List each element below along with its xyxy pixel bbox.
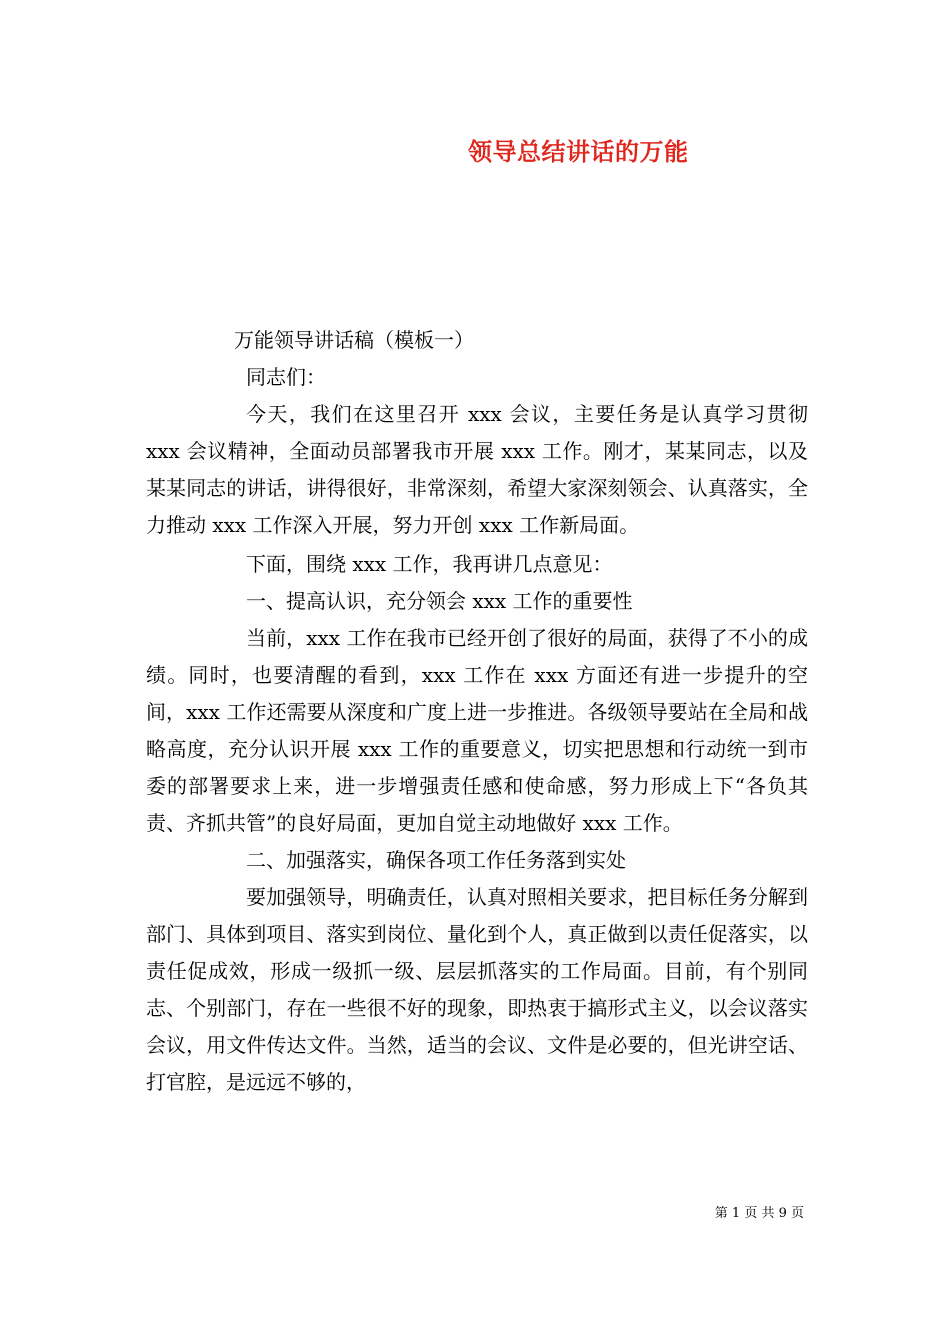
document-subtitle: 万能领导讲话稿（模板一）: [234, 328, 474, 352]
page-number-footer: 第 1 页 共 9 页: [714, 1206, 804, 1221]
paragraph-opening: 今天，我们在这里召开 xxx 会议，主要任务是认真学习贯彻 xxx 会议精神，全面动员部署我市开展 xxx 工作。刚才，某某同志，以及某某同志的讲话，讲得很好，非常深刻，希望大家深刻领会、认真落实，全力推动 xxx 工作深入开展，努力开创 xxx 工作新局面。: [146, 402, 808, 537]
page-title: 领导总结讲话的万能: [468, 137, 689, 166]
salutation: 同志们：: [246, 365, 326, 389]
section-heading-2: 二、加强落实，确保各项工作任务落到实处: [246, 848, 626, 872]
paragraph-section-1: 当前，xxx 工作在我市已经开创了很好的局面，获得了不小的成绩。同时，也要清醒的看到，xxx 工作在 xxx 方面还有进一步提升的空间，xxx 工作还需要从深度和广度上进一步推进。各级领导要站在全局和战略高度，充分认识开展 xxx 工作的重要意义，切实把思想和行动统一到市委的部署要求上来，进一步增强责任感和使命感，努力形成上下“各负其责、齐抓共管”的良好局面，更加自觉主动地做好 xxx 工作。: [146, 626, 808, 835]
paragraph-intro: 下面，围绕 xxx 工作，我再讲几点意见：: [246, 552, 613, 576]
section-heading-1: 一、提高认识，充分领会 xxx 工作的重要性: [246, 589, 633, 613]
paragraph-section-2: 要加强领导，明确责任，认真对照相关要求，把目标任务分解到部门、具体到项目、落实到岗位、量化到个人，真正做到以责任促落实，以责任促成效，形成一级抓一级、层层抓落实的工作局面。目前，有个别同志、个别部门，存在一些很不好的现象，即热衷于搞形式主义，以会议落实会议，用文件传达文件。当然，适当的会议、文件是必要的，但光讲空话、打官腔，是远远不够的，: [146, 885, 808, 1094]
document-body: [146, 322, 808, 1101]
